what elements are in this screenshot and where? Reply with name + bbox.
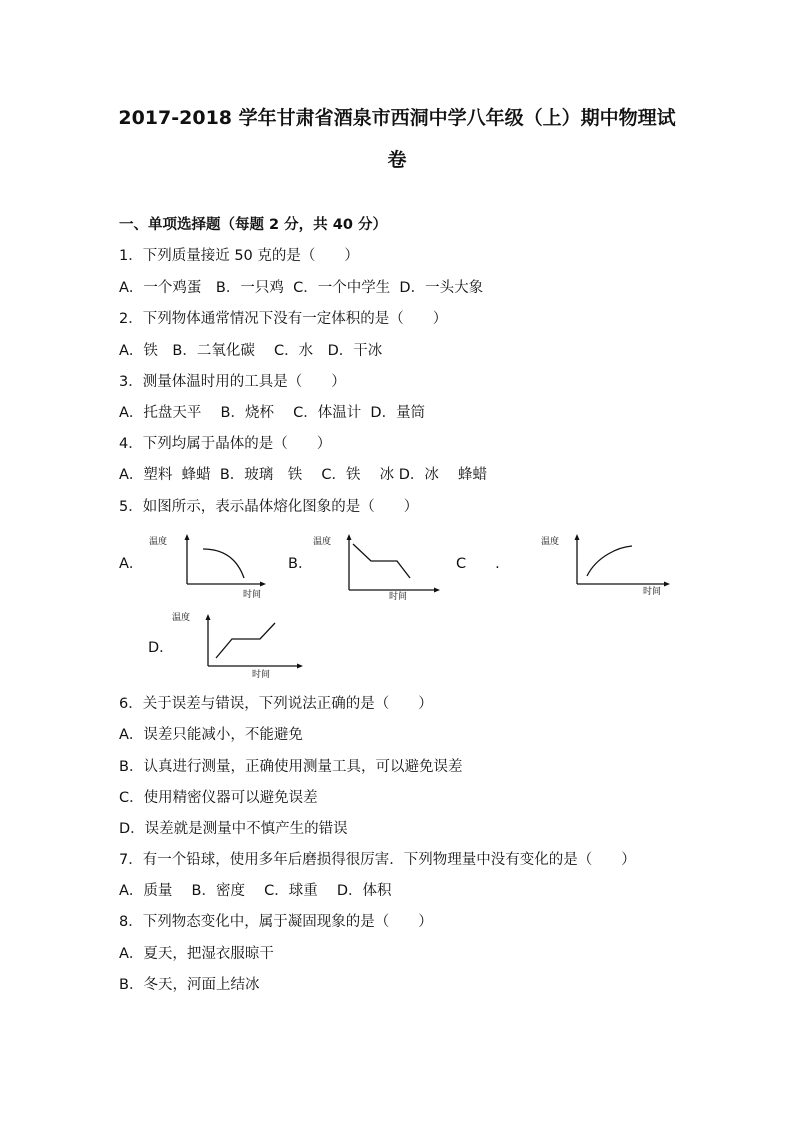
page-title-line-1: 2017-2018 学年甘肃省酒泉市西洞中学八年级（上）期中物理试 (118, 107, 676, 129)
graph-b-y-label: 温度 (313, 537, 332, 547)
graph-option-d (172, 610, 307, 682)
q5-option-c-label: C . (456, 556, 500, 572)
q5-option-b-label: B． (288, 556, 313, 572)
q5-option-a-label: A． (119, 556, 144, 572)
question-1: 1．下列质量接近 50 克的是（ ） (119, 248, 359, 264)
question-5: 5．如图所示，表示晶体熔化图象的是（ ） (119, 499, 419, 515)
graph-d-y-label: 温度 (172, 613, 191, 623)
section-heading: 一、单项选择题（每题 2 分，共 40 分） (119, 217, 387, 233)
question-4: 4．下列均属于晶体的是（ ） (119, 436, 332, 452)
question-6-option-a: A．误差只能减小，不能避免 (119, 727, 303, 743)
question-6-option-c: C．使用精密仪器可以避免误差 (119, 790, 318, 806)
graph-d-x-label: 时间 (252, 670, 271, 680)
page-title-line-2: 卷 (387, 149, 407, 171)
graph-c-x-label: 时间 (643, 587, 662, 597)
graph-option-b (313, 530, 443, 602)
graph-a-y-label: 温度 (149, 537, 168, 547)
question-3-options: A．托盘天平 B．烧杯 C．体温计 D．量筒 (119, 405, 426, 421)
question-6-option-b: B．认真进行测量，正确使用测量工具，可以避免误差 (119, 759, 463, 775)
question-7: 7．有一个铅球，使用多年后磨损得很厉害．下列物理量中没有变化的是（ ） (119, 852, 636, 868)
graph-a-x-label: 时间 (243, 590, 262, 600)
graph-option-a (145, 530, 267, 602)
question-6: 6．关于误差与错误，下列说法正确的是（ ） (119, 696, 433, 712)
question-8-option-b: B．冬天，河面上结冰 (119, 977, 260, 993)
graph-b-x-label: 时间 (389, 592, 408, 602)
question-4-options: A．塑料 蜂蜡 B．玻璃 铁 C．铁 冰 D．冰 蜂蜡 (119, 467, 488, 483)
question-3: 3．测量体温时用的工具是（ ） (119, 374, 346, 390)
question-2: 2．下列物体通常情况下没有一定体积的是（ ） (119, 311, 448, 327)
question-2-options: A．铁 B．二氧化碳 C．水 D．干冰 (119, 343, 383, 359)
q5-option-d-label: D． (148, 640, 174, 656)
question-8: 8．下列物态变化中，属于凝固现象的是（ ） (119, 914, 433, 930)
graph-option-c (539, 530, 674, 602)
question-8-option-a: A．夏天，把湿衣服晾干 (119, 946, 274, 962)
question-6-option-d: D．误差就是测量中不慎产生的错误 (119, 821, 348, 837)
graph-c-y-label: 温度 (541, 537, 560, 547)
question-1-options: A．一个鸡蛋 B．一只鸡 C．一个中学生 D．一头大象 (119, 280, 484, 296)
question-7-options: A．质量 B．密度 C．球重 D．体积 (119, 883, 392, 899)
